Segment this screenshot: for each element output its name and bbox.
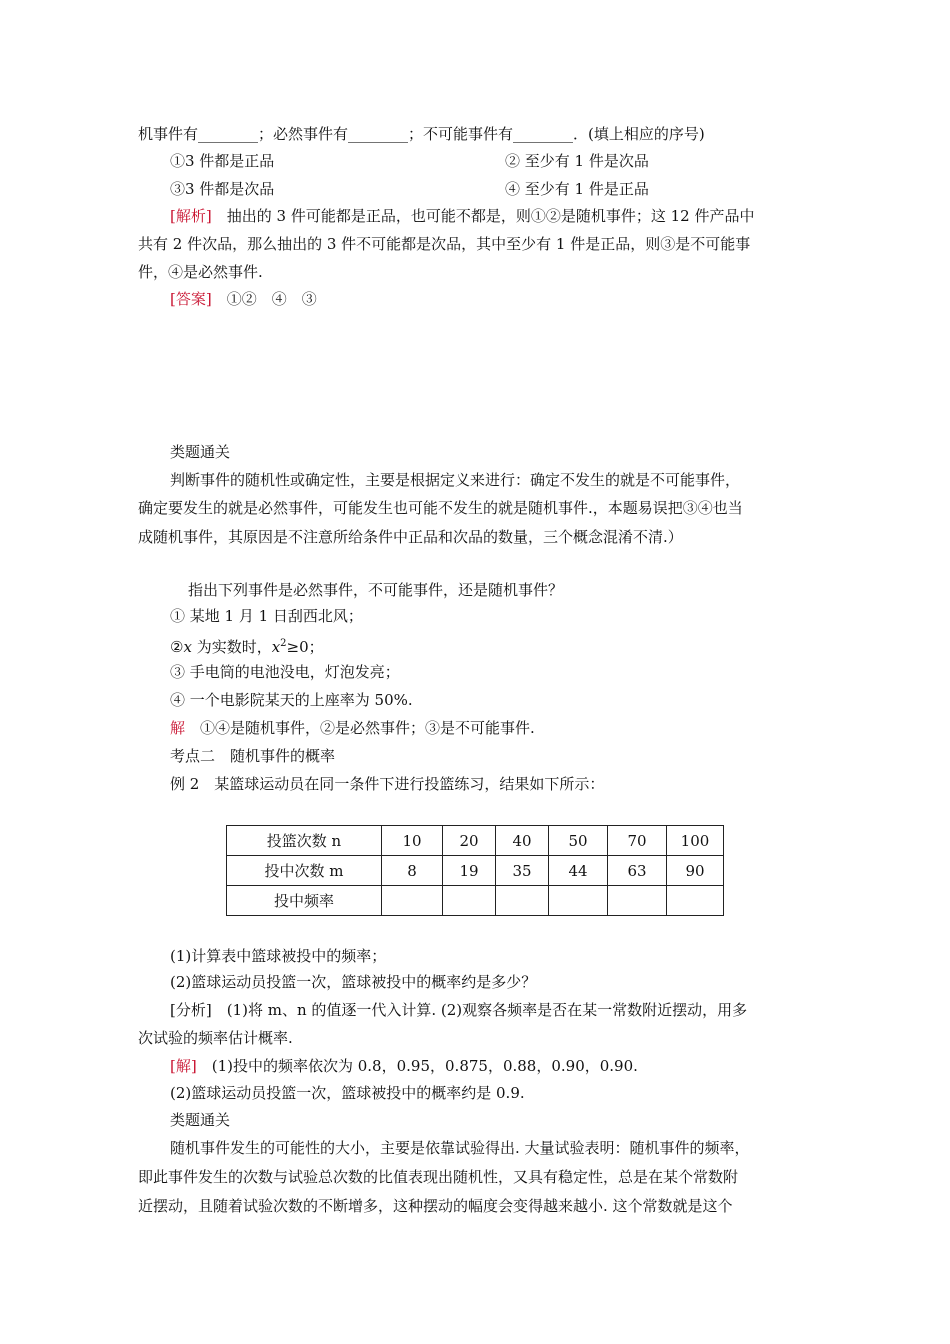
option-3: ③3 件都是次品 bbox=[170, 180, 275, 198]
table-cell bbox=[608, 886, 667, 916]
exercise-item-2 bbox=[170, 634, 324, 657]
table-cell: 19 bbox=[443, 856, 496, 886]
question-2: (2)篮球运动员投篮一次，篮球被投中的概率约是多少？ bbox=[170, 973, 537, 991]
analysis-line-1 bbox=[170, 206, 754, 226]
analysis-text-1: 抽出的 3 件可能都是正品，也可能不都是，则①②是随机事件；这 12 件产品中 bbox=[226, 207, 755, 225]
answer-tag: [答案] bbox=[170, 290, 212, 308]
exercise-question: 指出下列事件是必然事件，不可能事件，还是随机事件？ bbox=[188, 581, 564, 599]
table-cell: 100 bbox=[667, 826, 724, 856]
table-cell: 50 bbox=[549, 826, 608, 856]
analysis-line-3: 件，④是必然事件. bbox=[138, 263, 263, 281]
tips-line-1: 判断事件的随机性或确定性，主要是根据定义来进行：确定不发生的就是不可能事件， bbox=[170, 471, 741, 489]
solution-tag: 解 bbox=[170, 719, 186, 737]
analysis-tag: [解析] bbox=[170, 207, 212, 225]
solution2-tag: [解] bbox=[170, 1057, 197, 1075]
exercise-item-3: ③ 手电筒的电池没电，灯泡发亮； bbox=[170, 663, 400, 681]
table-cell: 63 bbox=[608, 856, 667, 886]
answer-text: ①② ④ ③ bbox=[226, 290, 317, 308]
table-cell: 90 bbox=[667, 856, 724, 886]
summary-line-3: 近摆动，且随着试验次数的不断增多，这种摆动的幅度会变得越来越小. 这个常数就是这个 bbox=[138, 1197, 733, 1215]
analysis2-line-2: 次试验的频率估计概率. bbox=[138, 1029, 293, 1047]
item2-ineq: ≥0； bbox=[286, 638, 324, 656]
section-title-1: 类题通关 bbox=[170, 443, 231, 461]
summary-line-1: 随机事件发生的可能性的大小，主要是依靠试验得出. 大量试验表明：随机事件的频率， bbox=[170, 1139, 750, 1157]
table-cell: 10 bbox=[382, 826, 443, 856]
table-cell: 8 bbox=[382, 856, 443, 886]
solution2-line-2: (2)篮球运动员投篮一次，篮球被投中的概率约是 0.9. bbox=[170, 1084, 525, 1102]
section-heading: 考点二 随机事件的概率 bbox=[170, 747, 336, 765]
table-cell: 20 bbox=[443, 826, 496, 856]
tips-line-2: 确定要发生的就是必然事件，可能发生也可能不发生的就是随机事件.，本题易误把③④也当 bbox=[138, 499, 743, 517]
row-label-m: 投中次数 m bbox=[227, 856, 382, 886]
exercise-item-1: ① 某地 1 月 1 日刮西北风； bbox=[170, 607, 363, 625]
option-4: ④ 至少有 1 件是正品 bbox=[505, 180, 649, 198]
solution2-text-1: (1)投中的频率依次为 0.8，0.95，0.875，0.88，0.90，0.90. bbox=[211, 1057, 638, 1075]
option-2: ② 至少有 1 件是次品 bbox=[505, 152, 649, 170]
table-row bbox=[227, 886, 724, 916]
solution2-line-1 bbox=[170, 1056, 638, 1076]
tips-line-3: 成随机事件，其原因是不注意所给条件中正品和次品的数量，三个概念混淆不清.） bbox=[138, 528, 683, 546]
data-table bbox=[226, 825, 724, 916]
summary-line-2: 即此事件发生的次数与试验总次数的比值表现出随机性，又具有稳定性，总是在某个常数附 bbox=[138, 1168, 739, 1186]
table-row bbox=[227, 826, 724, 856]
table-cell bbox=[667, 886, 724, 916]
table-cell: 70 bbox=[608, 826, 667, 856]
section-title-2: 类题通关 bbox=[170, 1111, 231, 1129]
var-x: x bbox=[183, 638, 192, 656]
item2-num: ② bbox=[170, 638, 184, 656]
var-x2: x bbox=[271, 638, 281, 656]
solution-text: ①④是随机事件，②是必然事件；③是不可能事件. bbox=[200, 719, 535, 737]
exponent: 2 bbox=[280, 638, 287, 649]
table-row bbox=[227, 856, 724, 886]
row-label-freq: 投中频率 bbox=[227, 886, 382, 916]
table-cell: 40 bbox=[496, 826, 549, 856]
item2-text: 为实数时， bbox=[191, 638, 272, 656]
example-2: 例 2 某篮球运动员在同一条件下进行投篮练习，结果如下所示： bbox=[170, 775, 605, 793]
table-cell bbox=[496, 886, 549, 916]
exercise-item-4: ④ 一个电影院某天的上座率为 50%. bbox=[170, 691, 413, 709]
table-cell: 35 bbox=[496, 856, 549, 886]
analysis2-line-1: [分析] (1)将 m、n 的值逐一代入计算. (2)观察各频率是否在某一常数附近摆动，用多 bbox=[170, 1001, 748, 1019]
exercise-solution bbox=[170, 718, 535, 738]
table-cell bbox=[549, 886, 608, 916]
option-1: ①3 件都是正品 bbox=[170, 152, 275, 170]
question-blank-line: 机事件有________；必然事件有________；不可能事件有________．(填上相应的序号) bbox=[138, 125, 705, 143]
row-label-n: 投篮次数 n bbox=[227, 826, 382, 856]
table-cell bbox=[443, 886, 496, 916]
table-cell: 44 bbox=[549, 856, 608, 886]
analysis-line-2: 共有 2 件次品，那么抽出的 3 件不可能都是次品，其中至少有 1 件是正品，则③是不可能事 bbox=[138, 235, 751, 253]
answer-line bbox=[170, 289, 317, 309]
question-1: (1)计算表中篮球被投中的频率； bbox=[170, 947, 387, 965]
table-cell bbox=[382, 886, 443, 916]
